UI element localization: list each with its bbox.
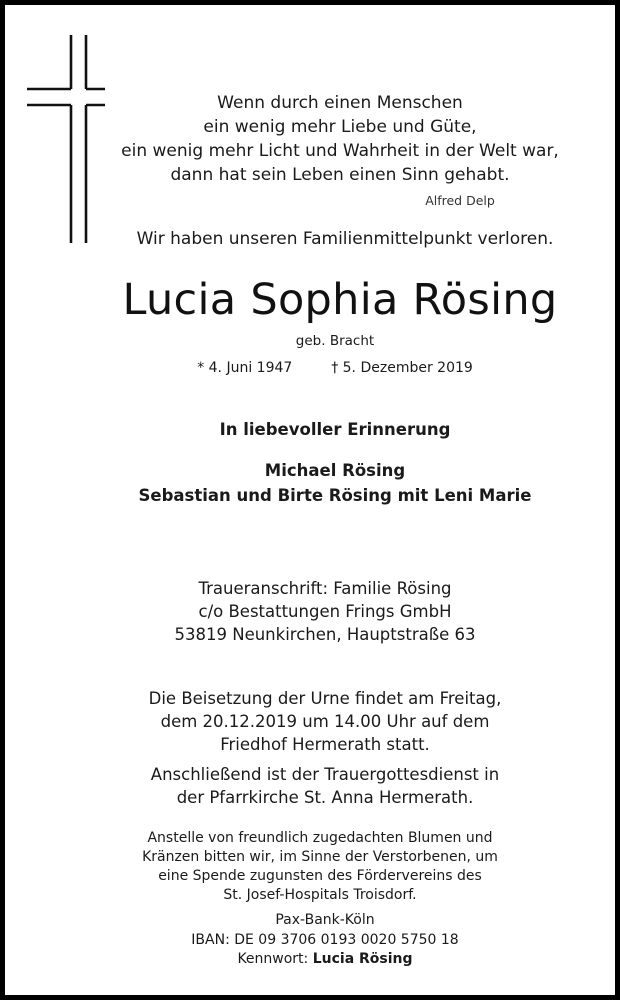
quote-line: ein wenig mehr Licht und Wahrheit in der Welt war, [121,141,559,161]
donation-line: Anstelle von freundlich zugedachten Blumen und [147,830,493,846]
quote-block [105,91,575,187]
donation-line: St. Josef-Hospitals Troisdorf. [223,887,417,903]
family-member: Michael Rösing [264,461,406,480]
bank-iban: IBAN: DE 09 3706 0193 0020 5750 18 [191,931,459,948]
life-dates [155,360,515,376]
donation-line: Kränzen bitten wir, im Sinne der Verstorbenen, um [142,849,498,865]
service-line: der Pfarrkirche St. Anna Hermerath. [176,788,474,807]
burial-line: Die Beisetzung der Urne findet am Freitag, [148,689,502,708]
bank-keyword [145,950,505,970]
address-line: Traueranschrift: Familie Rösing [198,579,452,598]
donation-request [100,829,540,905]
death-date: † 5. Dezember 2019 [331,360,473,376]
address-line: 53819 Neunkirchen, Hauptstraße 63 [174,625,476,644]
deceased-name: Lucia Sophia Rösing [122,275,558,325]
memory-line: In liebevoller Erinnerung [219,420,451,439]
service-line: Anschließend ist der Trauergottesdienst in [150,765,500,784]
burial-line: Friedhof Hermerath statt. [220,735,430,754]
quote-line: ein wenig mehr Liebe und Güte, [203,117,477,137]
bank-details [145,911,505,970]
quote-line: dann hat sein Leben einen Sinn gehabt. [170,165,510,185]
quote-author: Alfred Delp [425,193,495,208]
donation-line: eine Spende zugunsten des Fördervereins des [158,868,482,884]
keyword-label: Kennwort: [237,951,313,967]
bank-name: Pax-Bank-Köln [275,912,375,928]
burial-info [105,687,545,756]
family-list [85,458,585,508]
keyword-value: Lucia Rösing [312,951,413,967]
burial-line: dem 20.12.2019 um 14.00 Uhr auf dem [160,712,490,731]
mourning-address [125,577,525,646]
quote-line: Wenn durch einen Menschen [217,93,463,113]
service-info [105,763,545,809]
address-line: c/o Bestattungen Frings GmbH [198,602,452,621]
cross-icon-graphic [5,5,105,255]
birth-date: * 4. Juni 1947 [197,360,293,376]
lost-line: Wir haben unseren Familienmittelpunkt verloren. [136,229,554,249]
birth-name: geb. Bracht [295,333,375,349]
family-member: Sebastian und Birte Rösing mit Leni Marie [138,486,532,505]
